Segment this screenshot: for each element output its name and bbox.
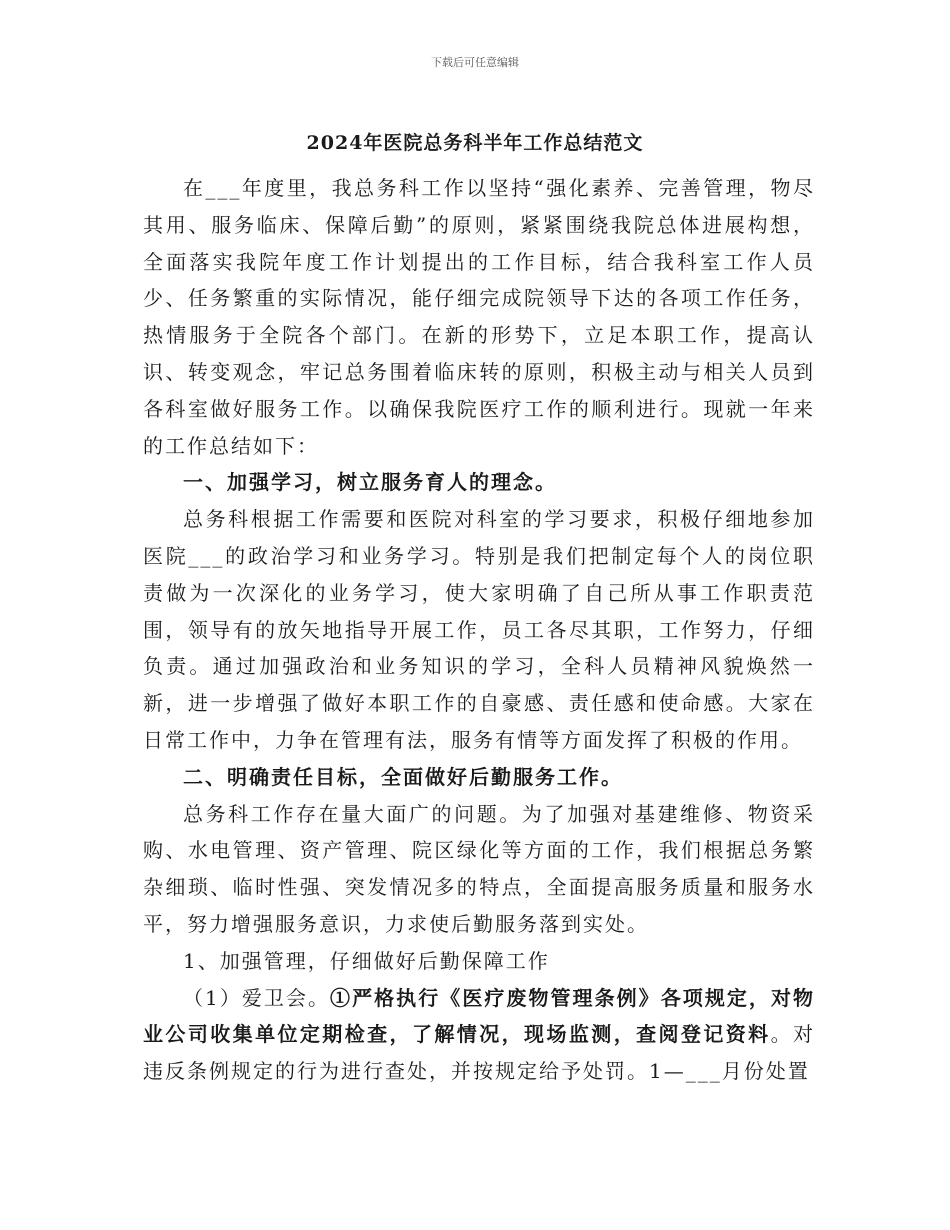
intro-paragraph: 在___年度里，我总务科工作以坚持“强化素养、完善管理，物尽其用、服务临床、保障后勤”的原则，紧紧围绕我院总体进展构想，全面落实我院年度工作计划提出的工作目标，结合我科室工作人员少、任务繁重的实际情况，能仔细完成院领导下达的各项工作任务，热情服务于全院各个部门。在新的形势下，立足本职工作，提高认识、转变观念，牢记总务围着临床转的原则，积极主动与相关人员到各科室做好服务工作。以确保我院医疗工作的顺利进行。现就一年来的工作总结如下： bbox=[143, 176, 815, 458]
document-title: 2024年医院总务科半年工作总结范文 bbox=[306, 132, 644, 154]
item-1-text: 。对违反条例规定的行为进行查处，并按规定给予处罚。1—___月份处置 bbox=[143, 1022, 816, 1084]
document-body bbox=[143, 170, 815, 1090]
item-1-emphasis: ①严格执行《医疗废物管理条例》各项规定，对物业公司收集单位定期检查，了解情况，现场监测，查阅登记资料 bbox=[143, 985, 815, 1047]
section-2-paragraph: 总务科工作存在量大面广的问题。为了加强对基建维修、物资采购、水电管理、资产管理、院区绿化等方面的工作，我们根据总务繁杂细琐、临时性强、突发情况多的特点，全面提高服务质量和服务水平，努力增强服务意识，力求使后勤服务落到实处。 bbox=[143, 801, 815, 936]
section-1-heading: 一、加强学习，树立服务育人的理念。 bbox=[183, 470, 557, 495]
section-2-heading: 二、明确责任目标，全面做好后勤服务工作。 bbox=[183, 764, 623, 789]
section-1-paragraph: 总务科根据工作需要和医院对科室的学习要求，积极仔细地参加医院___的政治学习和业务学习。特别是我们把制定每个人的岗位职责做为一次深化的业务学习，使大家明确了自己所从事工作职责范围，领导有的放矢地指导开展工作，员工各尽其职，工作努力，仔细负责。通过加强政治和业务知识的学习，全科人员精神风貌焕然一新，进一步增强了做好本职工作的自豪感、责任感和使命感。大家在日常工作中，力争在管理有法，服务有情等方面发挥了积极的作用。 bbox=[143, 507, 815, 752]
item-1-paragraph bbox=[143, 980, 815, 1090]
item-1-label: （1）爱卫会。 bbox=[183, 985, 331, 1010]
page-header-note: 下载后可任意编辑 bbox=[431, 56, 519, 69]
subsection-1-heading: 1、加强管理，仔细做好后勤保障工作 bbox=[183, 948, 550, 973]
